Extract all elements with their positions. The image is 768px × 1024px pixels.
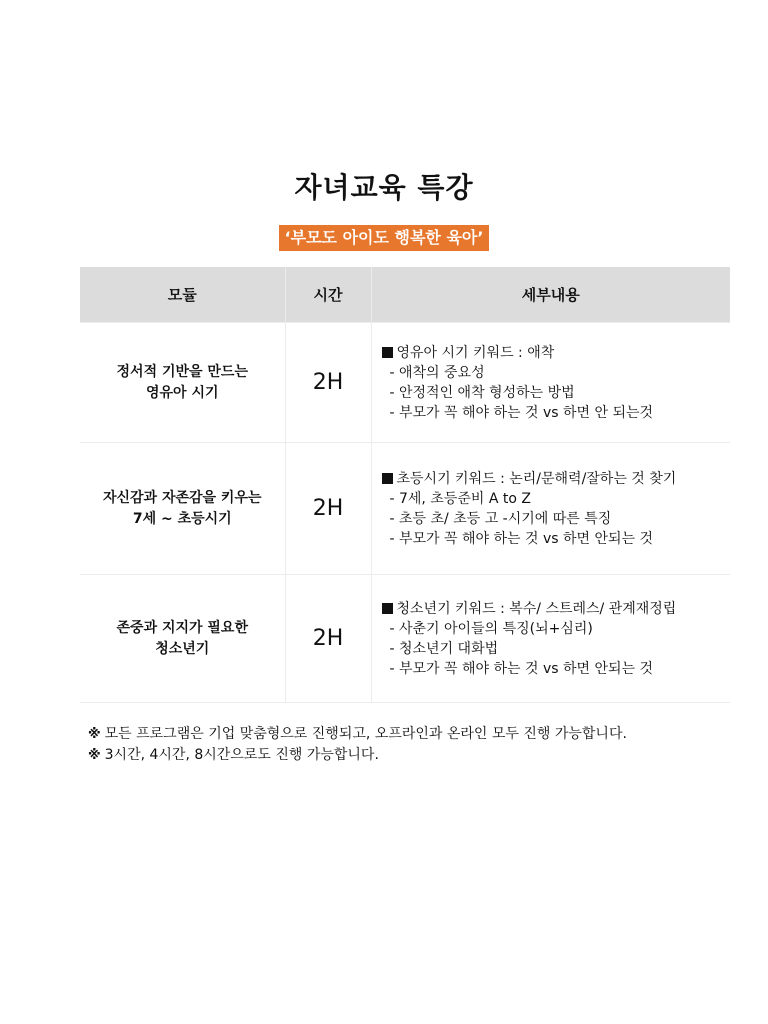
detail-item: - 청소년기 대화법 <box>389 640 499 657</box>
table-row <box>80 575 730 703</box>
detail-item: - 부모가 꼭 해야 하는 것 vs 하면 안되는 것 <box>389 530 654 547</box>
detail-item: - 초등 초/ 초등 고 -시기에 따른 특징 <box>389 510 612 527</box>
page-title: 자녀교육 특강 <box>294 171 474 204</box>
module-name-line: 영유아 시기 <box>146 384 219 401</box>
square-bullet-icon <box>382 473 393 484</box>
details-cell <box>371 575 730 703</box>
time-cell: 2H <box>285 575 371 703</box>
details-cell <box>371 323 730 443</box>
header-details: 세부내용 <box>371 267 730 323</box>
detail-item: - 부모가 꼭 해야 하는 것 vs 하면 안되는 것 <box>389 660 654 677</box>
module-cell <box>80 443 285 575</box>
note-1 <box>88 724 627 745</box>
note-2 <box>88 745 379 766</box>
reference-mark-icon: ※ <box>88 748 101 763</box>
header-module: 모듈 <box>80 267 285 323</box>
keyword-heading: 청소년기 키워드 : 복수/ 스트레스/ 관계재정립 <box>396 600 677 617</box>
module-name-line: 존중과 지지가 필요한 <box>116 619 248 636</box>
module-name-line: 7세 ~ 초등시기 <box>132 510 232 527</box>
module-name-line: 자신감과 자존감을 키우는 <box>102 489 262 506</box>
table-row <box>80 443 730 575</box>
detail-item: - 사춘기 아이들의 특징(뇌+심리) <box>389 620 593 637</box>
square-bullet-icon <box>382 347 393 358</box>
detail-item: - 애착의 중요성 <box>389 364 485 381</box>
subtitle-badge: ‘부모도 아이도 행복한 육아’ <box>279 225 490 251</box>
time-cell: 2H <box>285 443 371 575</box>
detail-item: - 안정적인 애착 형성하는 방법 <box>389 384 575 401</box>
note-text: 3시간, 4시간, 8시간으로도 진행 가능합니다. <box>104 747 379 763</box>
module-cell <box>80 575 285 703</box>
reference-mark-icon: ※ <box>88 727 101 742</box>
note-text: 모든 프로그램은 기업 맞춤형으로 진행되고, 오프라인과 온라인 모두 진행 가능합니다. <box>104 726 627 742</box>
module-name-line: 청소년기 <box>155 640 210 657</box>
table-header-row <box>80 267 730 323</box>
details-cell <box>371 443 730 575</box>
keyword-heading: 영유아 시기 키워드 : 애착 <box>396 344 555 361</box>
detail-item: - 7세, 초등준비 A to Z <box>389 490 532 507</box>
module-name-line: 정서적 기반을 만드는 <box>116 363 248 380</box>
table-row <box>80 323 730 443</box>
module-cell <box>80 323 285 443</box>
detail-item: - 부모가 꼭 해야 하는 것 vs 하면 안 되는것 <box>389 404 654 421</box>
time-cell: 2H <box>285 323 371 443</box>
keyword-heading: 초등시기 키워드 : 논리/문해력/잘하는 것 찾기 <box>396 470 677 487</box>
square-bullet-icon <box>382 603 393 614</box>
header-time: 시간 <box>285 267 371 323</box>
module-table <box>80 267 730 703</box>
